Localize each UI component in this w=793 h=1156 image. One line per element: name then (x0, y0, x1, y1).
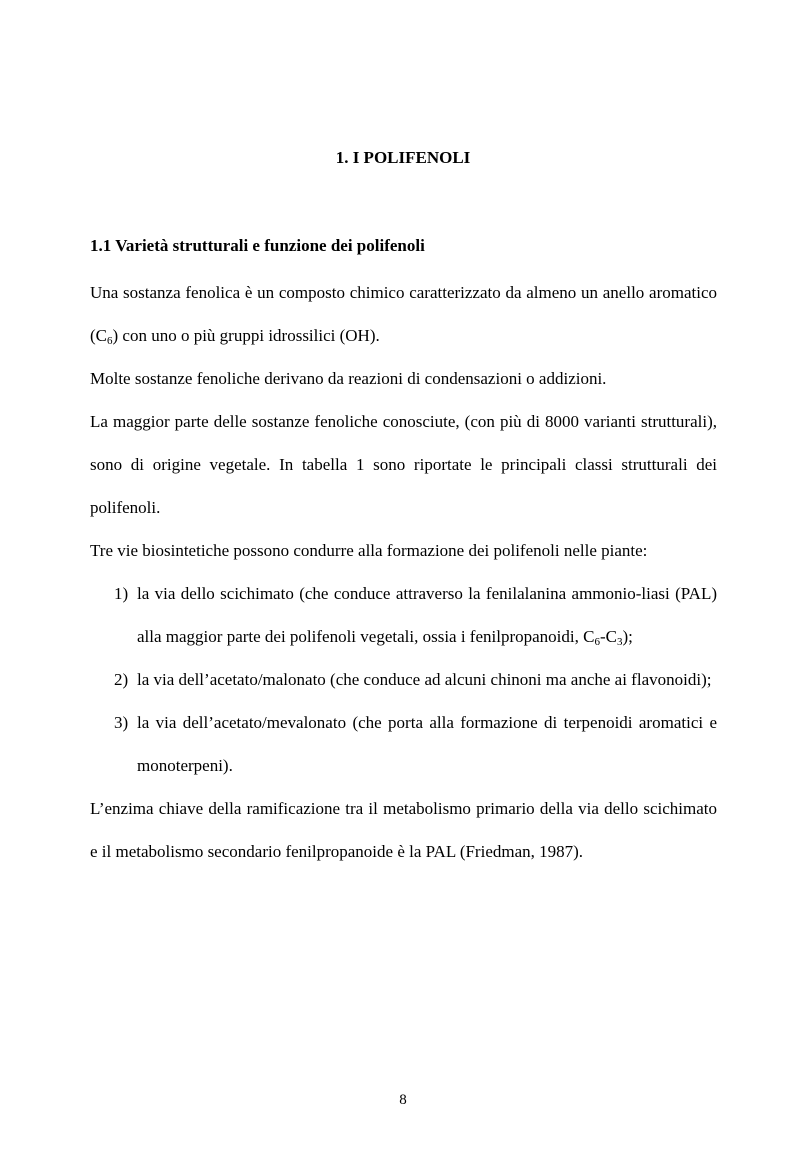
list-item (90, 572, 717, 658)
paragraph-text: ) con uno o più gruppi idrossilici (OH). (112, 326, 380, 345)
list-item-text: la via dell’acetato/malonato (che conduce ad alcuni chinoni ma anche ai flavonoidi); (137, 670, 712, 689)
page-number: 8 (399, 1092, 407, 1108)
chapter-title: 1. I POLIFENOLI (335, 148, 471, 167)
paragraph-text: Una sostanza fenolica è un composto chimico caratterizzato da almeno un anello aromatico (C (90, 283, 717, 345)
section-title: 1.1 Varietà strutturali e funzione dei polifenoli (90, 236, 425, 255)
list-item-number: 3) (114, 713, 129, 732)
paragraph-condensation: Molte sostanze fenoliche derivano da reazioni di condensazioni o addizioni. (90, 369, 607, 388)
paragraph-plant-origin: La maggior parte delle sostanze fenoliche conosciute, (con più di 8000 varianti strutturali), sono di origine vegetale. In tabella 1 sono riportate le principali classi strutturali dei polifenoli. (90, 412, 717, 517)
subscript: 3 (616, 636, 623, 648)
list-item-text: la via dello scichimato (che conduce attraverso la fenilalanina ammonio-liasi (PAL) alla maggior parte dei polifenoli vegetali, ossia i fenilpropanoidi, C (137, 584, 717, 646)
paragraph-key-enzyme: L’enzima chiave della ramificazione tra il metabolismo primario della via dello scichimato e il metabolismo secondario fenilpropanoide è la PAL (Friedman, 1987). (90, 799, 717, 861)
subscript: 6 (107, 335, 113, 347)
list-item-text: ); (622, 627, 633, 646)
body-text (90, 271, 717, 873)
list-item-text: la via dell’acetato/mevalonato (che porta alla formazione di terpenoidi aromatici e monoterpeni). (137, 713, 717, 775)
list-item (90, 658, 717, 701)
paragraph-biosynthetic-routes: Tre vie biosintetiche possono condurre alla formazione dei polifenoli nelle piante: (90, 541, 648, 560)
biosynthetic-routes-list (90, 572, 717, 787)
list-item-number: 2) (114, 670, 129, 689)
subscript: 6 (594, 636, 600, 648)
list-item-text: -C (599, 627, 617, 646)
list-item-number: 1) (114, 584, 129, 603)
list-item (90, 701, 717, 787)
paragraph-phenolic-definition (90, 271, 717, 357)
